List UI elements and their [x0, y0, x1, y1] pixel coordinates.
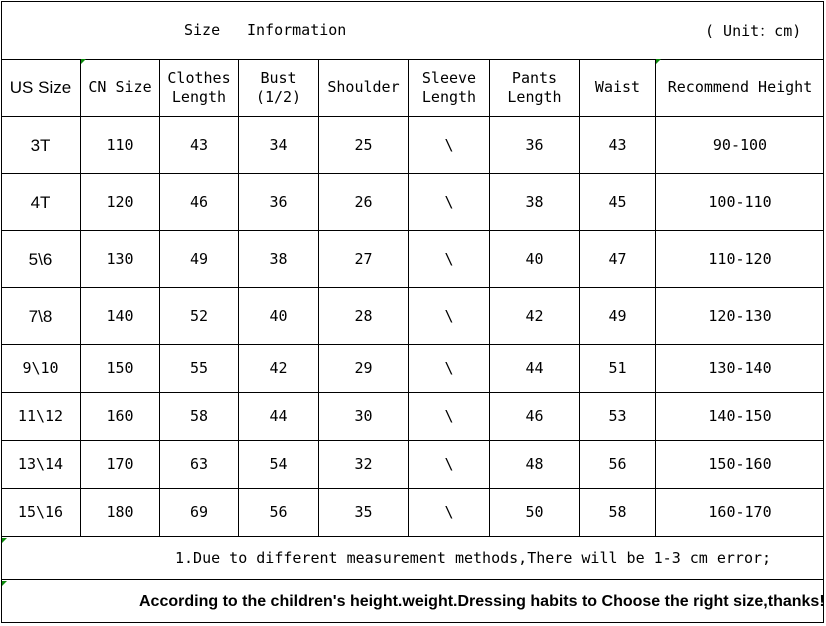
table-row	[1, 345, 824, 393]
header-cn-size	[81, 59, 160, 116]
cell-cn-size-text: 120	[106, 192, 134, 211]
cell-shoulder-text: 35	[354, 503, 373, 521]
cell-pants-length	[490, 288, 580, 344]
cell-shoulder	[319, 231, 409, 287]
cell-pants-length	[490, 117, 580, 173]
cell-cn-size	[81, 393, 160, 440]
cell-shoulder-text: 30	[354, 407, 373, 425]
cell-pants-length	[490, 174, 580, 230]
header-row	[1, 59, 824, 117]
cell-recommend-height	[656, 174, 824, 230]
cell-waist-text: 58	[608, 503, 627, 521]
table-row	[1, 489, 824, 537]
cell-clothes-length	[160, 489, 239, 536]
header-us-size	[1, 59, 81, 116]
header-pants-length-text: Pants Length	[507, 68, 562, 106]
cell-pants-length-text: 46	[525, 407, 544, 425]
cell-clothes-length	[160, 441, 239, 488]
cell-bust-text: 38	[269, 249, 288, 268]
cell-bust	[239, 174, 319, 230]
cell-waist	[580, 489, 656, 536]
cell-us-size-text: 5\6	[28, 249, 53, 269]
cell-shoulder	[319, 345, 409, 392]
title-row	[1, 1, 824, 60]
cell-cn-size	[81, 441, 160, 488]
cell-pants-length-text: 50	[525, 503, 544, 521]
table-row	[1, 441, 824, 489]
cell-sleeve-length	[409, 174, 490, 230]
cell-bust-text: 40	[269, 306, 288, 325]
cell-bust-text: 34	[269, 135, 288, 154]
header-bust-text: Bust (1/2)	[255, 68, 302, 106]
cell-pants-length-text: 36	[525, 135, 544, 154]
cell-us-size-text: 11\12	[17, 407, 64, 425]
cell-us-size-text: 7\8	[28, 306, 53, 326]
header-waist-text: Waist	[594, 78, 641, 96]
cell-bust	[239, 288, 319, 344]
cell-marker	[2, 538, 7, 543]
table-row	[1, 117, 824, 174]
title-information: Information	[247, 21, 347, 39]
cell-sleeve-length-text: \	[444, 503, 454, 521]
cell-sleeve-length-text: \	[444, 192, 454, 211]
cell-waist-text: 56	[608, 455, 627, 473]
cell-recommend-height	[656, 117, 824, 173]
cell-us-size	[1, 117, 81, 173]
cell-waist-text: 51	[608, 359, 627, 377]
cell-recommend-height-text: 100-110	[708, 192, 772, 211]
cell-cn-size	[81, 345, 160, 392]
cell-us-size-text: 15\16	[17, 503, 64, 521]
cell-cn-size	[81, 117, 160, 173]
cell-cn-size	[81, 489, 160, 536]
cell-bust-text: 56	[269, 503, 288, 521]
cell-bust	[239, 441, 319, 488]
cell-waist-text: 47	[608, 249, 627, 268]
header-recommend-height-text: Recommend Height	[667, 78, 813, 96]
cell-clothes-length	[160, 288, 239, 344]
cell-waist-text: 45	[608, 192, 627, 211]
cell-clothes-length	[160, 231, 239, 287]
note-row-error	[1, 537, 824, 580]
cell-recommend-height	[656, 489, 824, 536]
header-cn-size-text: CN Size	[88, 78, 152, 96]
table-row	[1, 288, 824, 345]
cell-bust	[239, 393, 319, 440]
cell-waist	[580, 117, 656, 173]
cell-sleeve-length-text: \	[444, 249, 454, 268]
cell-waist	[580, 174, 656, 230]
cell-bust-text: 54	[269, 455, 288, 473]
cell-us-size-text: 13\14	[17, 455, 64, 473]
cell-clothes-length-text: 58	[189, 407, 209, 425]
cell-pants-length	[490, 393, 580, 440]
cell-recommend-height-text: 120-130	[708, 306, 772, 325]
cell-shoulder	[319, 117, 409, 173]
cell-clothes-length	[160, 393, 239, 440]
cell-cn-size-text: 180	[106, 503, 134, 521]
cell-sleeve-length	[409, 489, 490, 536]
cell-pants-length-text: 44	[525, 359, 544, 377]
cell-clothes-length	[160, 174, 239, 230]
header-pants-length	[490, 59, 580, 116]
cell-pants-length	[490, 345, 580, 392]
cell-shoulder-text: 29	[354, 359, 373, 377]
cell-shoulder	[319, 393, 409, 440]
header-bust	[239, 59, 319, 116]
header-sleeve-length	[409, 59, 490, 116]
cell-recommend-height	[656, 345, 824, 392]
cell-shoulder-text: 25	[354, 135, 373, 154]
cell-sleeve-length	[409, 288, 490, 344]
table-row	[1, 174, 824, 231]
cell-recommend-height-text: 90-100	[712, 135, 768, 154]
header-shoulder-text: Shoulder	[327, 78, 400, 96]
cell-cn-size	[81, 231, 160, 287]
cell-clothes-length-text: 69	[189, 503, 209, 521]
cell-recommend-height-text: 130-140	[708, 359, 772, 377]
cell-bust	[239, 489, 319, 536]
cell-us-size-text: 9\10	[22, 359, 59, 377]
cell-shoulder-text: 28	[354, 306, 373, 325]
cell-sleeve-length	[409, 393, 490, 440]
title-size: Size	[184, 21, 221, 39]
header-recommend-height	[656, 59, 824, 116]
cell-shoulder	[319, 288, 409, 344]
cell-clothes-length-text: 55	[189, 359, 209, 377]
cell-shoulder	[319, 489, 409, 536]
cell-us-size	[1, 441, 81, 488]
header-us-size-text: US Size	[9, 78, 72, 97]
table-row	[1, 231, 824, 288]
cell-cn-size-text: 110	[106, 135, 134, 154]
cell-us-size	[1, 393, 81, 440]
cell-bust	[239, 345, 319, 392]
cell-cn-size-text: 150	[106, 359, 134, 377]
cell-sleeve-length	[409, 441, 490, 488]
cell-waist	[580, 231, 656, 287]
cell-us-size	[1, 288, 81, 344]
cell-sleeve-length-text: \	[444, 407, 454, 425]
cell-clothes-length-text: 49	[189, 249, 209, 268]
cell-shoulder	[319, 174, 409, 230]
cell-recommend-height	[656, 393, 824, 440]
cell-recommend-height	[656, 288, 824, 344]
cell-cn-size-text: 130	[106, 249, 134, 268]
cell-pants-length-text: 38	[525, 192, 544, 211]
header-clothes-length	[160, 59, 239, 116]
note-error: 1.Due to different measurement methods,There will be 1-3 cm error;	[175, 549, 772, 567]
cell-clothes-length-text: 46	[189, 192, 209, 211]
cell-sleeve-length	[409, 231, 490, 287]
header-sleeve-length-text: Sleeve Length	[421, 68, 477, 106]
note-row-advice	[1, 580, 824, 623]
cell-waist-text: 53	[608, 407, 627, 425]
cell-pants-length-text: 42	[525, 306, 544, 325]
cell-cn-size	[81, 288, 160, 344]
cell-clothes-length	[160, 117, 239, 173]
cell-marker	[81, 59, 86, 64]
cell-recommend-height	[656, 441, 824, 488]
cell-us-size	[1, 489, 81, 536]
cell-sleeve-length	[409, 117, 490, 173]
cell-cn-size	[81, 174, 160, 230]
cell-waist	[580, 441, 656, 488]
cell-sleeve-length-text: \	[444, 306, 454, 325]
table-row	[1, 393, 824, 441]
cell-sleeve-length	[409, 345, 490, 392]
unit-label: ( Unit：cm)	[705, 21, 802, 40]
header-clothes-length-text: Clothes Length	[167, 68, 231, 106]
cell-shoulder	[319, 441, 409, 488]
cell-bust-text: 44	[269, 407, 288, 425]
cell-marker	[2, 581, 7, 586]
cell-cn-size-text: 140	[106, 306, 134, 325]
cell-clothes-length-text: 52	[189, 306, 209, 325]
cell-waist	[580, 345, 656, 392]
cell-cn-size-text: 160	[106, 407, 134, 425]
cell-bust-text: 42	[269, 359, 288, 377]
cell-waist-text: 43	[608, 135, 627, 154]
cell-clothes-length-text: 43	[189, 135, 209, 154]
cell-us-size-text: 4T	[30, 192, 51, 212]
cell-clothes-length	[160, 345, 239, 392]
cell-recommend-height-text: 140-150	[708, 407, 772, 425]
cell-shoulder-text: 32	[354, 455, 373, 473]
cell-sleeve-length-text: \	[444, 359, 454, 377]
cell-recommend-height-text: 150-160	[708, 455, 772, 473]
cell-recommend-height	[656, 231, 824, 287]
cell-marker	[656, 59, 661, 64]
cell-pants-length-text: 40	[525, 249, 544, 268]
cell-cn-size-text: 170	[106, 455, 134, 473]
cell-waist	[580, 393, 656, 440]
cell-waist	[580, 288, 656, 344]
cell-recommend-height-text: 110-120	[708, 249, 772, 268]
cell-shoulder-text: 26	[354, 192, 373, 211]
cell-us-size	[1, 231, 81, 287]
cell-recommend-height-text: 160-170	[708, 503, 772, 521]
cell-pants-length	[490, 489, 580, 536]
cell-us-size	[1, 174, 81, 230]
cell-clothes-length-text: 63	[189, 455, 209, 473]
note-advice: According to the children's height.weight.Dressing habits to Choose the right size,thanks!	[139, 592, 825, 610]
cell-pants-length	[490, 441, 580, 488]
cell-pants-length	[490, 231, 580, 287]
cell-waist-text: 49	[608, 306, 627, 325]
cell-bust	[239, 117, 319, 173]
cell-us-size	[1, 345, 81, 392]
cell-shoulder-text: 27	[354, 249, 373, 268]
cell-pants-length-text: 48	[525, 455, 544, 473]
header-shoulder	[319, 59, 409, 116]
cell-us-size-text: 3T	[30, 135, 51, 155]
cell-sleeve-length-text: \	[444, 135, 454, 154]
cell-sleeve-length-text: \	[444, 455, 454, 473]
header-waist	[580, 59, 656, 116]
cell-bust-text: 36	[269, 192, 288, 211]
cell-bust	[239, 231, 319, 287]
